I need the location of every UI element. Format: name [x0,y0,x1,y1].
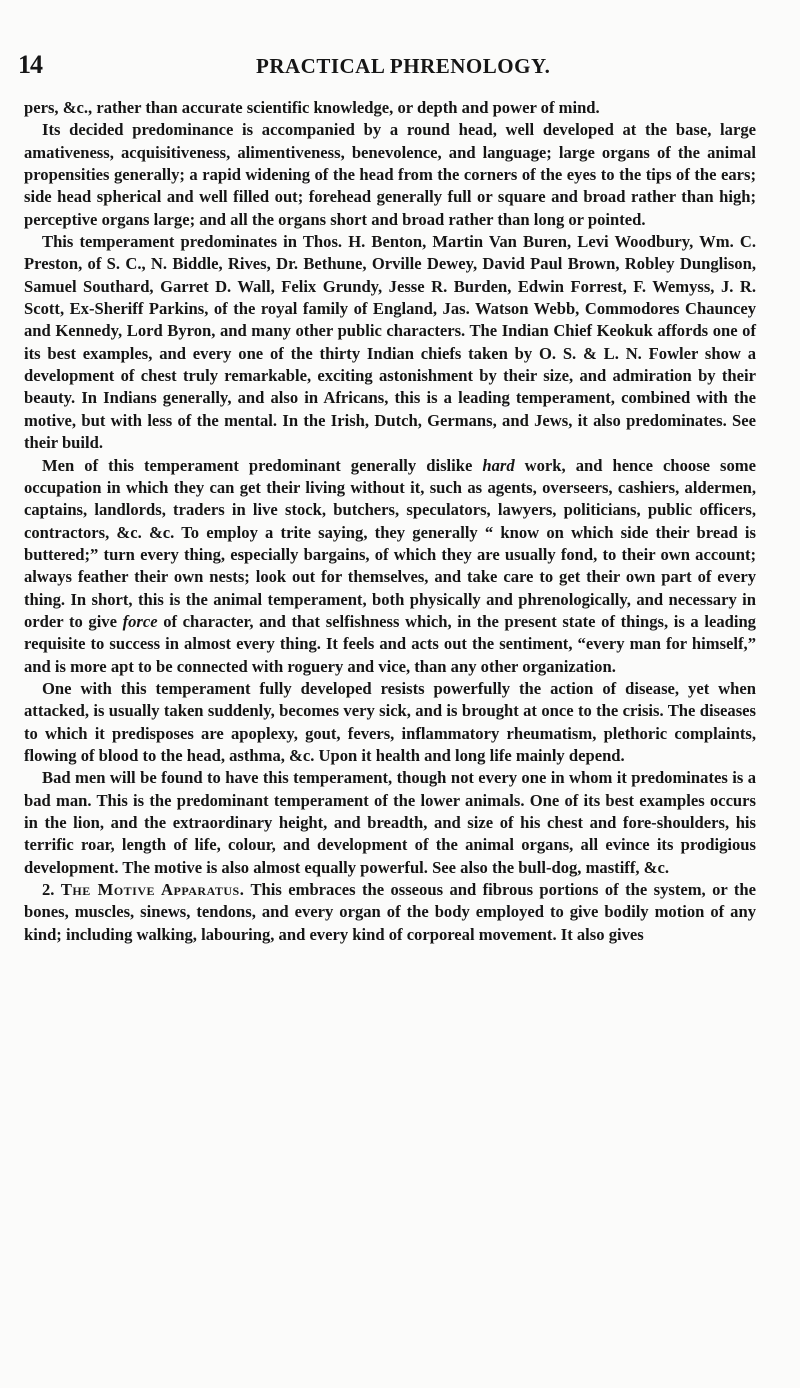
page-number: 14 [18,50,42,79]
paragraph-head-description: Its decided predominance is accompanied by a round head, well developed at the base, large amativeness, acquisitiveness, alimentiveness, benevolence, and language; large organs of the animal propensities generally; a rapid widening of the head from the corners of the eyes to the tips of the ears; side head spherical and well filled out; forehead generally full or square and broad rather than high; perceptive organs large; and all the organs short and broad rather than long or pointed. [24,120,756,229]
occupations-text-b: work, and hence choose some occupation in which they can get their living without it, such as agents, overseers, cashiers, aldermen, captains, landlords, traders in live stock, butchers, speculators, lawyers, politicians, public officers, contractors, &c. &c. To employ a trite saying, they generally “ know on which side their bread is buttered;” turn every thing, especially bargains, of which they are usually fond, to their own account; always feather their own nests; look out for themselves, and take care to get their own part of every thing. In short, this is the animal temperament, both physically and phrenologically, and necessary in order to give [24,455,756,631]
running-head [18,50,758,80]
body-text [24,97,756,946]
occupations-text-a: Men of this temperament predominant generally dislike [42,455,483,475]
motive-text: This embraces the osseous and fibrous portions of the system, or the bones, muscles, sinews, tendons, and every organ of the body employed to give bodily motion of any kind; including walking, labouring, and every kind of corporeal movement. It also gives [24,880,757,944]
paragraph-examples: This temperament predominates in Thos. H. Benton, Martin Van Buren, Levi Woodbury, Wm. C. Preston, of S. C., N. Biddle, Rives, Dr. Bethune, Orville Dewey, David Paul Brown, Robley Dunglison, Samuel Southard, Garret D. Wall, Felix Grundy, Jesse R. Burden, Edwin Forrest, F. Wemyss, J. R. Scott, Ex-Sheriff Parkins, of the royal family of England, Jas. Watson Webb, Commodores Chauncey and Kennedy, Lord Byron, and many other public characters. The Indian Chief Keokuk affords one of its best examples, and every one of the thirty Indian chiefs taken by O. S. & L. N. Fowler show a development of chest truly remarkable, exciting astonishment by their size, and admiration by their beauty. In Indians generally, and also in Africans, this is a leading temperament, combined with the motive, but with less of the mental. In the Irish, Dutch, Germans, and Jews, it also predominates. See their build. [24,232,756,453]
running-title: PRACTICAL PHRENOLOGY. [256,54,551,78]
section-heading: The Motive Apparatus. [60,880,245,900]
occupations-text-c: of character, and that selfishness which, in the present state of things, is a leading requisite to success in almost every thing. It feels and acts out the sentiment, “every man for himself,” and is more apt to be connected with roguery and vice, than any other organization. [24,611,756,676]
paragraph-continuation: pers, &c., rather than accurate scientific knowledge, or depth and power of mind. [24,98,600,117]
emphasis-hard: hard [482,455,515,475]
emphasis-force: force [122,611,158,631]
paragraph-occupations [24,455,756,678]
paragraph-animals: Bad men will be found to have this temperament, though not every one in whom it predominates is a bad man. This is the predominant temperament of the lower animals. One of its best examples occurs in the lion, and the extraordinary height, and breadth, and size of his chest and fore-shoulders, his terrific roar, length of life, colour, and development of the animal organs, all evince its prodigious development. The motive is also almost equally powerful. See also the bull-dog, mastiff, &c. [24,768,756,877]
paragraph-motive-apparatus [24,879,756,946]
section-number: 2. [42,880,61,900]
paragraph-disease: One with this temperament fully developed resists powerfully the action of disease, yet when attacked, is usually taken suddenly, becomes very sick, and is brought at once to the crisis. The diseases to which it predisposes are apoplexy, gout, fevers, inflammatory rheumatism, plethoric complaints, flowing of blood to the head, asthma, &c. Upon it health and long life mainly depend. [24,678,756,765]
